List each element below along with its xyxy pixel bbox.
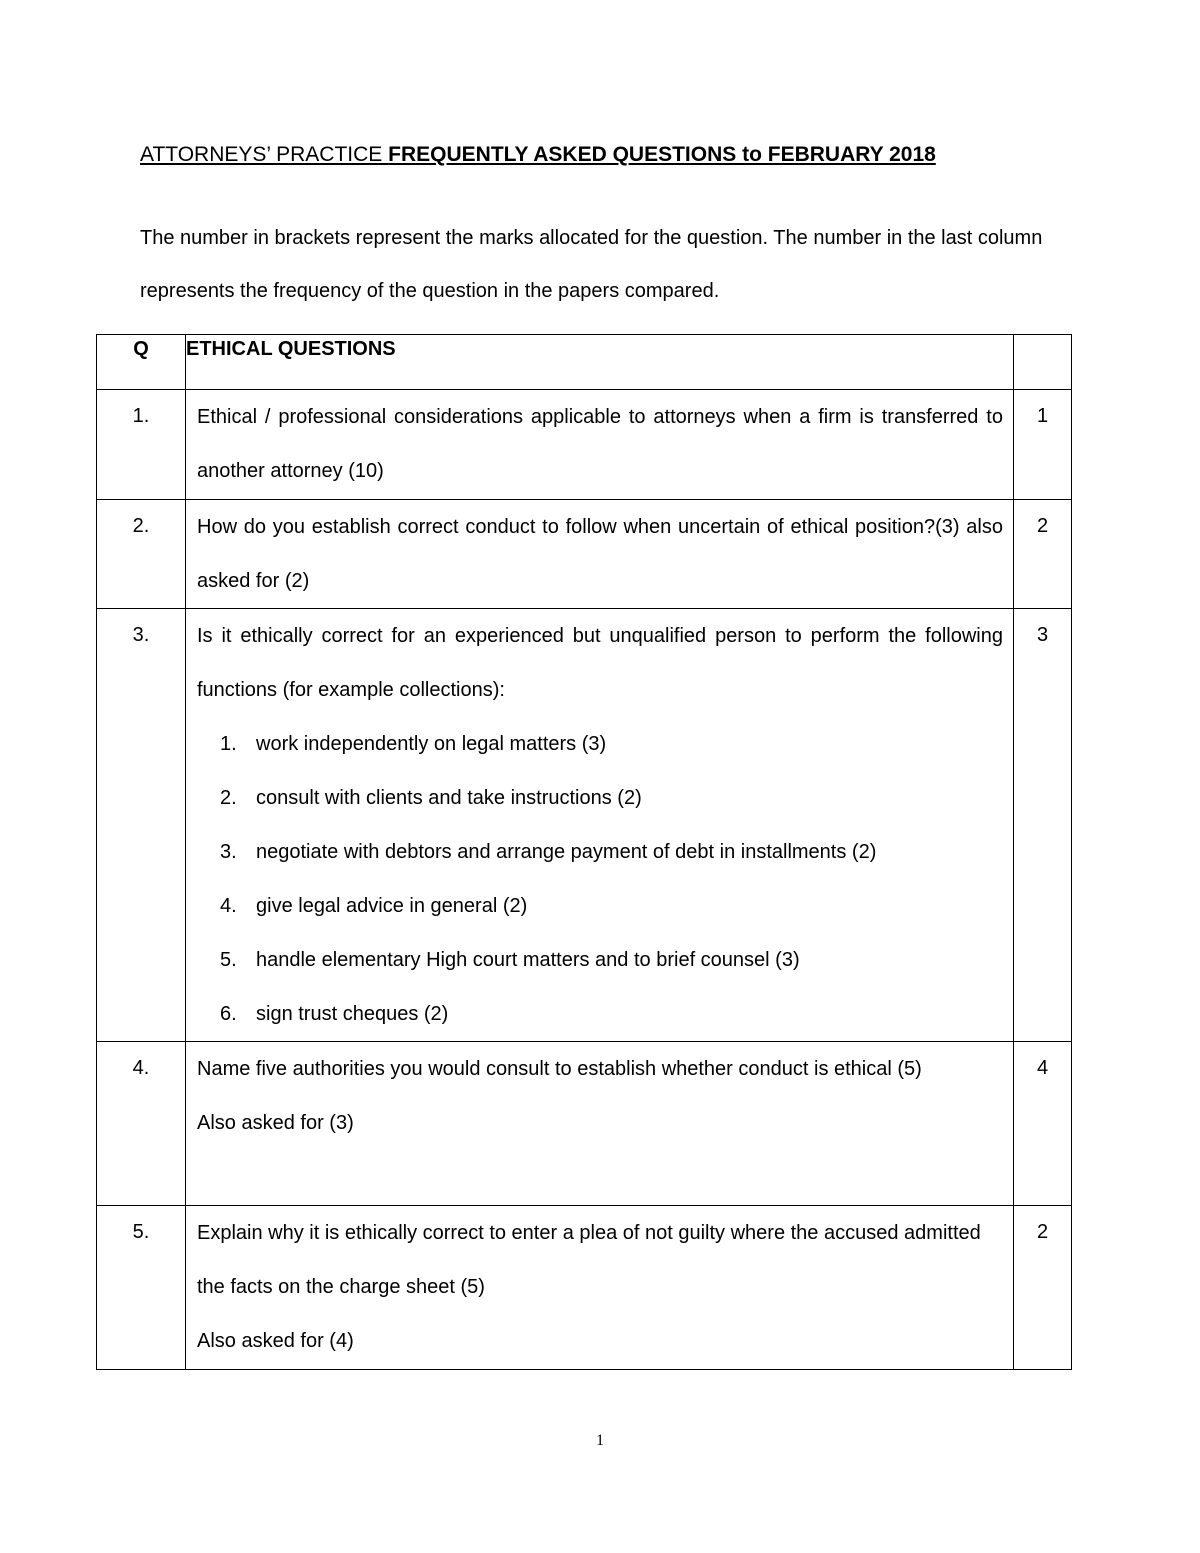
also-asked-text: Also asked for (4) — [197, 1330, 354, 1352]
question-number: 1. — [97, 390, 186, 500]
question-text: How do you establish correct conduct to follow when uncertain of ethical position?(3) also asked for (2) — [197, 516, 1003, 592]
question-number: 5. — [97, 1206, 186, 1370]
list-item — [220, 717, 1013, 771]
also-asked-text: Also asked for (3) — [197, 1112, 354, 1134]
question-frequency: 2 — [1014, 500, 1072, 609]
document-title — [140, 141, 936, 169]
sub-item-text: handle elementary High court matters and to brief counsel (3) — [256, 949, 800, 971]
header-title: ETHICAL QUESTIONS — [186, 335, 1014, 390]
header-q: Q — [97, 335, 186, 390]
sub-item-number: 2. — [220, 787, 237, 809]
sub-item-text: negotiate with debtors and arrange payment of debt in installments (2) — [256, 841, 877, 863]
question-number: 2. — [97, 500, 186, 609]
list-item — [220, 771, 1013, 825]
ethical-questions-table — [96, 334, 1072, 1370]
question-cell — [186, 500, 1014, 609]
list-item — [220, 933, 1013, 987]
question-cell — [186, 390, 1014, 500]
question-text: Name five authorities you would consult to establish whether conduct is ethical (5) — [197, 1058, 922, 1080]
question-frequency: 2 — [1014, 1206, 1072, 1370]
table-row — [97, 609, 1072, 1042]
sub-item-number: 3. — [220, 841, 237, 863]
question-text: Is it ethically correct for an experienced but unqualified person to perform the following functions (for example collections): — [197, 625, 1003, 701]
sub-item-text: sign trust cheques (2) — [256, 1003, 449, 1025]
question-number: 3. — [97, 609, 186, 1042]
title-part-bold: FREQUENTLY ASKED QUESTIONS to FEBRUARY 2018 — [388, 143, 936, 166]
list-item — [220, 879, 1013, 933]
table-header-row — [97, 335, 1072, 390]
table-row — [97, 390, 1072, 500]
list-item — [220, 825, 1013, 879]
title-part-regular: ATTORNEYS’ PRACTICE — [140, 143, 389, 166]
table-row — [97, 1042, 1072, 1206]
sub-item-number: 5. — [220, 949, 237, 971]
sub-item-number: 6. — [220, 1003, 237, 1025]
sub-item-text: consult with clients and take instructions (2) — [256, 787, 642, 809]
question-cell — [186, 1042, 1014, 1206]
question-cell — [186, 609, 1014, 1042]
question-frequency: 1 — [1014, 390, 1072, 500]
question-text: Explain why it is ethically correct to enter a plea of not guilty where the accused admitted the facts on the charge sheet (5) — [197, 1222, 981, 1298]
question-frequency: 3 — [1014, 609, 1072, 1042]
sub-item-number: 4. — [220, 895, 237, 917]
table-row — [97, 1206, 1072, 1370]
page-number: 1 — [596, 1432, 604, 1449]
question-text: Ethical / professional considerations applicable to attorneys when a firm is transferred to another attorney (10) — [197, 406, 1003, 482]
sub-item-text: give legal advice in general (2) — [256, 895, 528, 917]
list-item — [220, 987, 1013, 1041]
question-cell — [186, 1206, 1014, 1370]
header-freq — [1014, 335, 1072, 390]
question-number: 4. — [97, 1042, 186, 1206]
sub-item-list — [186, 717, 1013, 1041]
question-frequency: 4 — [1014, 1042, 1072, 1206]
intro-paragraph: The number in brackets represent the marks allocated for the question. The number in the last column represents the frequency of the question in the papers compared. — [140, 227, 1043, 302]
sub-item-text: work independently on legal matters (3) — [256, 733, 607, 755]
sub-item-number: 1. — [220, 733, 237, 755]
table-row — [97, 500, 1072, 609]
